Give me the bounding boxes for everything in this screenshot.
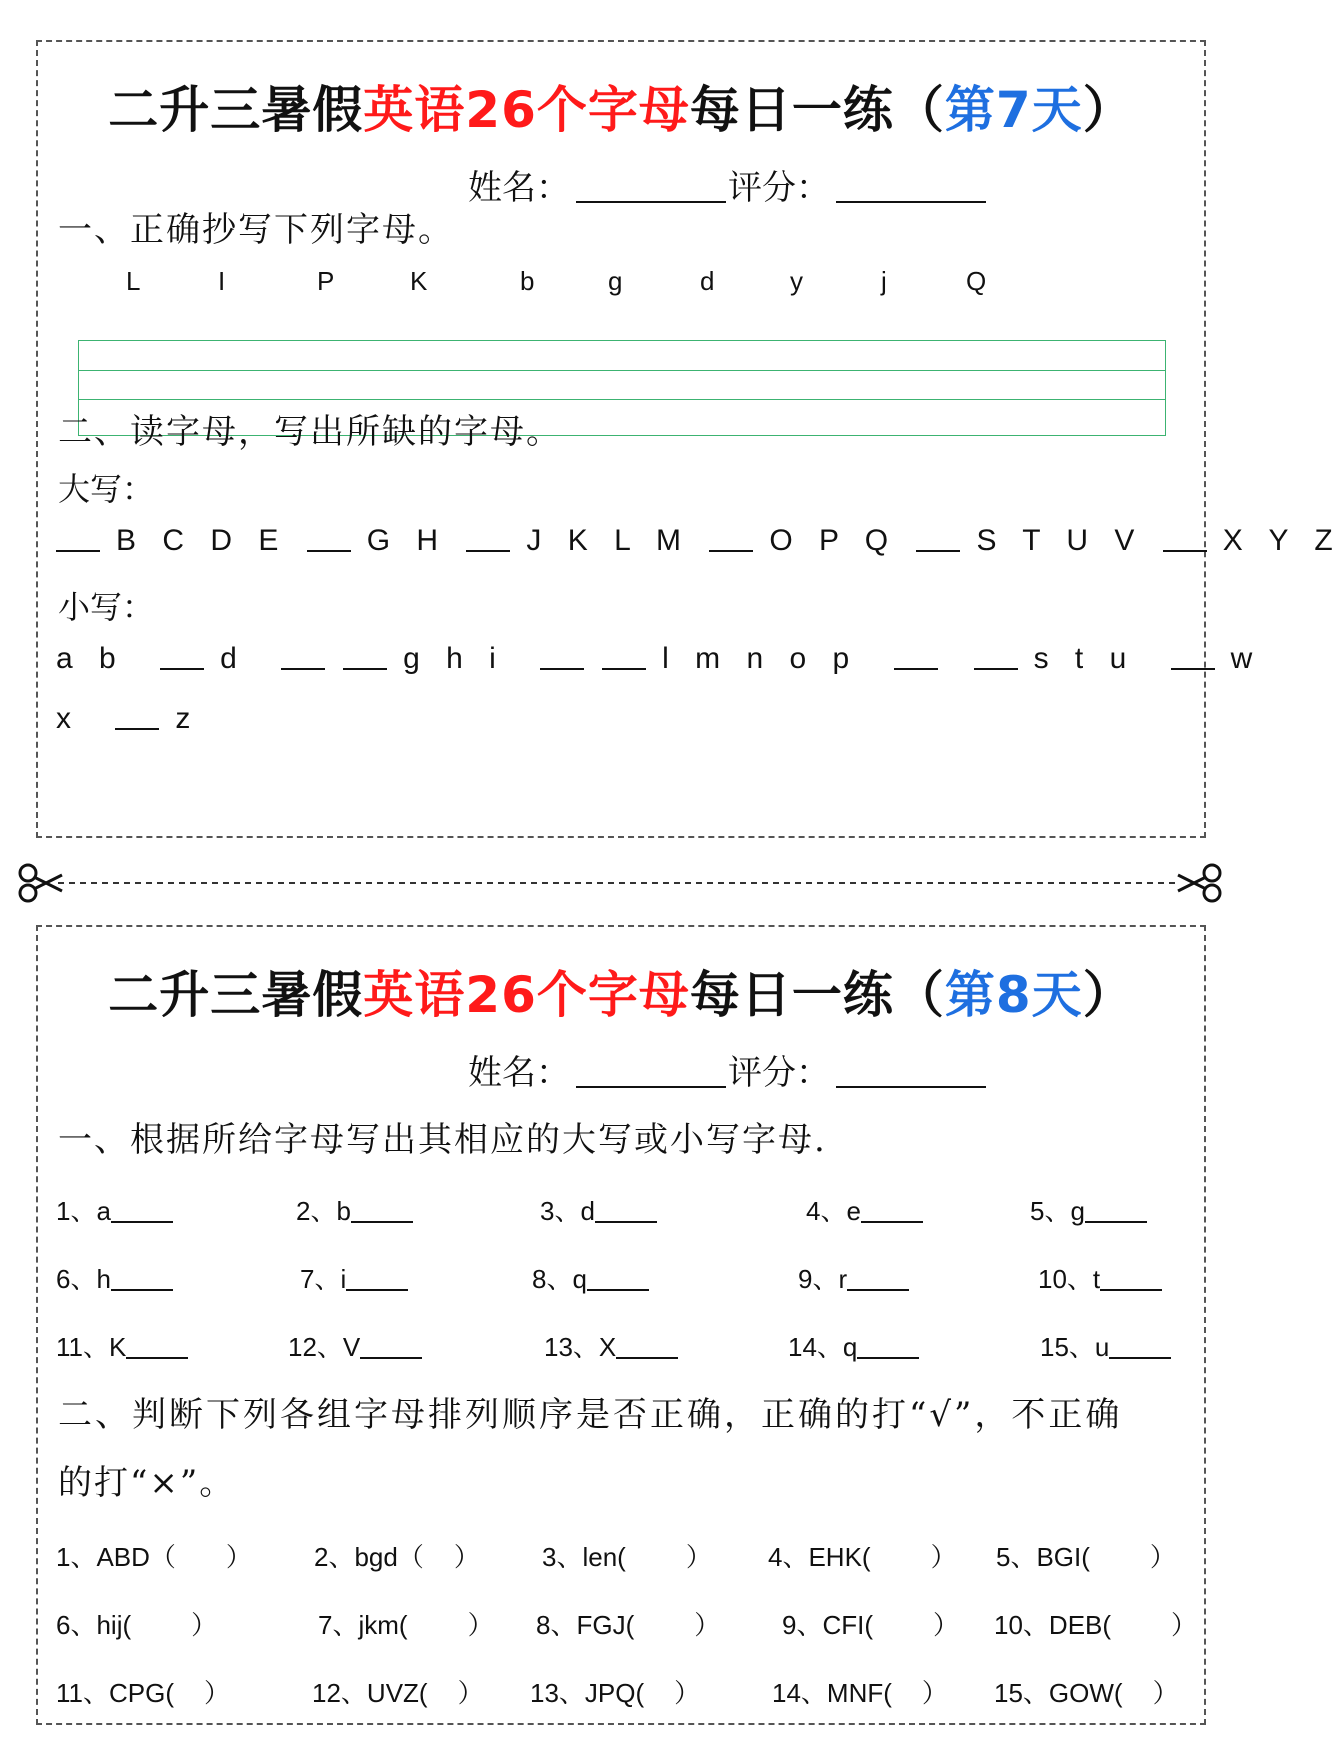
answer-blank[interactable] [616,1335,678,1359]
question-item: 11、K [56,1327,188,1364]
judge-item: 11、CPG( ） [56,1678,231,1708]
name-field[interactable] [576,1056,726,1088]
section1-heading: 一、根据所给字母写出其相应的大写或小写字母. [58,1120,827,1160]
scissors-icon [20,865,62,901]
worksheet-day7 [36,40,1342,838]
question-item: 4、e [806,1191,923,1228]
name-score-line: 姓名： 评分： [468,160,988,209]
judge-item: 3、len( ） [542,1542,712,1572]
answer-blank[interactable] [1100,1267,1162,1291]
name-score-line: 姓名： 评分： [468,1045,988,1094]
judge-item: 8、FGJ( ） [536,1610,721,1640]
copy-letter: I [218,266,226,296]
question-item: 1、a [56,1191,173,1228]
question-item: 9、r [798,1259,909,1296]
uppercase-label: 大写： [58,470,155,508]
answer-blank[interactable] [281,666,325,670]
answer-blank[interactable] [466,548,510,552]
answer-blank[interactable] [1109,1335,1171,1359]
cut-line [0,858,1241,908]
answer-blank[interactable] [360,1335,422,1359]
lowercase-row-2: x z [56,702,200,735]
question-item: 6、h [56,1259,173,1296]
answer-blank[interactable] [111,1199,173,1223]
answer-blank[interactable] [602,666,646,670]
scissors-icon [1178,865,1220,901]
judge-item: 14、MNF( ） [772,1678,948,1708]
question-item: 14、q [788,1327,919,1364]
section2-heading-cont: 的打“×”。 [58,1463,236,1503]
score-field[interactable] [836,1056,986,1088]
worksheet-day8 [36,925,1206,1725]
answer-blank[interactable] [1085,1199,1147,1223]
answer-blank[interactable] [916,548,960,552]
answer-blank[interactable] [894,666,938,670]
answer-blank[interactable] [974,666,1018,670]
answer-blank[interactable] [56,548,100,552]
question-item: 2、b [296,1191,413,1228]
answer-blank[interactable] [587,1267,649,1291]
answer-blank[interactable] [111,1267,173,1291]
answer-blank[interactable] [847,1267,909,1291]
copy-letter: K [410,266,428,296]
name-field[interactable] [576,171,726,203]
question-item: 12、V [288,1327,422,1364]
copy-letter: y [790,266,803,296]
judge-item: 4、EHK( ） [768,1542,957,1572]
answer-blank[interactable] [1171,666,1215,670]
lowercase-label: 小写： [58,588,155,626]
answer-blank[interactable] [343,666,387,670]
answer-blank[interactable] [115,726,159,730]
copy-letter: g [608,266,623,296]
question-item: 5、g [1030,1191,1147,1228]
judge-item: 5、BGI( ） [996,1542,1176,1572]
section1-heading: 一、正确抄写下列字母。 [58,210,454,250]
answer-blank[interactable] [595,1199,657,1223]
answer-blank[interactable] [307,548,351,552]
section2-heading: 二、读字母，写出所缺的字母。 [58,412,562,452]
question-item: 13、X [544,1327,678,1364]
copy-letter: P [317,266,335,296]
judge-item: 10、DEB( ） [994,1610,1198,1640]
answer-blank[interactable] [540,666,584,670]
judge-item: 7、jkm( ） [318,1610,494,1640]
question-item: 8、q [532,1259,649,1296]
answer-blank[interactable] [857,1335,919,1359]
answer-blank[interactable] [346,1267,408,1291]
answer-blank[interactable] [709,548,753,552]
answer-blank[interactable] [160,666,204,670]
section2-heading: 二、判断下列各组字母排列顺序是否正确，正确的打“√”，不正确 [58,1395,1123,1435]
copy-letter: d [700,266,715,296]
copy-letter: Q [966,266,987,296]
question-item: 15、u [1040,1327,1171,1364]
judge-item: 6、hij( ） [56,1610,218,1640]
page-title: 二升三暑假英语26个字母每日一练（第8天） [108,966,1134,1024]
lowercase-row: a b d g h i l m n o p s t u w [56,642,1262,675]
answer-blank[interactable] [351,1199,413,1223]
judge-item: 2、bgd（ ） [314,1542,480,1572]
copy-letter: b [520,266,535,296]
judge-item: 13、JPQ( ） [530,1678,701,1708]
question-item: 7、i [300,1259,408,1296]
question-item: 3、d [540,1191,657,1228]
uppercase-row: B C D E G H J K L M O P Q S T U V X Y Z [56,524,1196,558]
question-item: 10、t [1038,1259,1162,1296]
answer-blank[interactable] [1163,548,1207,552]
copy-letter: L [126,266,141,296]
judge-item: 15、GOW( ） [994,1678,1179,1708]
answer-blank[interactable] [126,1335,188,1359]
judge-item: 9、CFI( ） [782,1610,960,1640]
copy-letter: j [881,266,887,296]
page-title: 二升三暑假英语26个字母每日一练（第7天） [108,81,1134,139]
judge-item: 1、ABD（ ） [56,1542,252,1572]
answer-blank[interactable] [861,1199,923,1223]
score-field[interactable] [836,171,986,203]
judge-item: 12、UVZ( ） [312,1678,484,1708]
